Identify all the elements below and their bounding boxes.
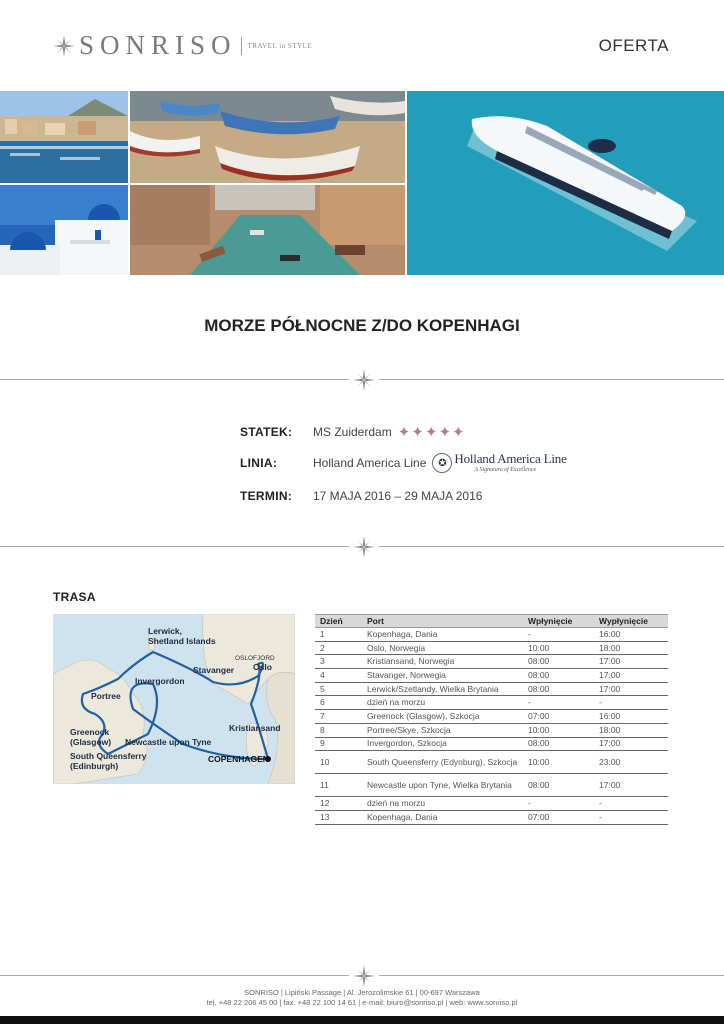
itinerary-table — [315, 614, 668, 825]
cell-port: Greenock (Glasgow), Szkocja — [362, 710, 523, 724]
ship-label: STATEK: — [240, 425, 293, 439]
cell-arrival: 10:00 — [523, 751, 594, 774]
cell-day: 3 — [315, 655, 362, 669]
table-row — [315, 774, 668, 797]
cell-arrival: 07:00 — [523, 810, 594, 824]
cell-port: Lerwick/Szetlandy, Wielka Brytania — [362, 682, 523, 696]
map-label-lerwick: Lerwick, — [148, 626, 183, 636]
cell-arrival: 08:00 — [523, 669, 594, 683]
santorini-church-photo — [0, 185, 128, 275]
cell-day: 6 — [315, 696, 362, 710]
table-row — [315, 696, 668, 710]
cell-departure: - — [594, 696, 668, 710]
cell-departure: 23:00 — [594, 751, 668, 774]
holland-america-logo — [432, 452, 566, 474]
map-label-edinburgh: (Edinburgh) — [70, 761, 119, 771]
brand-name: SONRISO — [79, 30, 237, 60]
cell-port: dzień na morzu — [362, 696, 523, 710]
hal-logo-name: Holland America Line — [454, 451, 567, 466]
hal-logo-tagline: A Signature of Excellence — [474, 467, 537, 473]
map-label-glasgow: (Glasgow) — [70, 737, 112, 747]
map-label-kristiansand: Kristiansand — [229, 723, 281, 733]
cell-day: 13 — [315, 810, 362, 824]
cell-port: dzień na morzu — [362, 797, 523, 811]
brand-tagline: TRAVEL in STYLE — [247, 41, 313, 50]
table-row — [315, 710, 668, 724]
cell-arrival: 08:00 — [523, 774, 594, 797]
cell-departure: - — [594, 810, 668, 824]
star-rating — [398, 423, 466, 441]
table-row — [315, 737, 668, 751]
table-row — [315, 682, 668, 696]
map-label-stavanger: Stavanger — [193, 665, 235, 675]
table-row — [315, 669, 668, 683]
compass-star-icon — [353, 536, 375, 558]
cell-port: Kristiansand, Norwegia — [362, 655, 523, 669]
table-row — [315, 655, 668, 669]
cell-day: 7 — [315, 710, 362, 724]
star-icon: ✦ — [411, 424, 424, 441]
term-label: TERMIN: — [240, 489, 293, 503]
cell-port: Invergordon, Szkocja — [362, 737, 523, 751]
line-value: Holland America Line — [313, 456, 427, 470]
table-header-row — [315, 615, 668, 628]
cell-departure: 17:00 — [594, 774, 668, 797]
cell-departure: 17:00 — [594, 655, 668, 669]
photo-strip — [0, 91, 724, 275]
cell-port: Stavanger, Norwegia — [362, 669, 523, 683]
map-label-oslofjord: OSLOFJORD — [235, 655, 275, 662]
map-label-invergordon: Invergordon — [135, 676, 185, 686]
map-label-portree: Portree — [91, 691, 121, 701]
term-value: 17 MAJA 2016 – 29 MAJA 2016 — [313, 489, 483, 503]
sonriso-logo — [53, 30, 312, 61]
table-row — [315, 723, 668, 737]
footer-address: SONRISO | Lipiński Passage | Al. Jerozolimskie 61 | 00-697 Warszawa — [244, 988, 480, 997]
cell-port: Kopenhaga, Dania — [362, 810, 523, 824]
term-row — [240, 486, 482, 506]
star-icon: ✦ — [438, 424, 452, 441]
cell-day: 5 — [315, 682, 362, 696]
cell-departure: 17:00 — [594, 669, 668, 683]
cell-arrival: 08:00 — [523, 655, 594, 669]
cell-arrival: - — [523, 628, 594, 642]
cell-arrival: 08:00 — [523, 682, 594, 696]
star-icon: ✦ — [452, 424, 465, 441]
document-type: OFERTA — [598, 36, 669, 55]
divider-top — [0, 369, 724, 389]
compass-star-icon — [53, 35, 75, 57]
cell-port: Kopenhaga, Dania — [362, 628, 523, 642]
page-title: MORZE PÓŁNOCNE Z/DO KOPENHAGI — [204, 316, 520, 335]
cell-departure: 18:00 — [594, 723, 668, 737]
fishing-boats-photo — [130, 91, 405, 183]
map-label-oslo: Oslo — [253, 662, 272, 672]
map-label-south-queensferry: South Queensferry — [70, 751, 147, 761]
footer — [0, 988, 724, 1008]
cell-departure: 17:00 — [594, 737, 668, 751]
map-label-greenock: Greenock — [70, 727, 110, 737]
route-heading: TRASA — [53, 590, 96, 604]
column-header-port: Port — [362, 615, 523, 628]
cell-departure: 17:00 — [594, 682, 668, 696]
cell-port: Newcastle upon Tyne, Wielka Brytania — [362, 774, 523, 797]
cruise-ship-photo — [407, 91, 724, 275]
cell-arrival: 07:00 — [523, 710, 594, 724]
star-icon: ✦ — [397, 424, 411, 441]
cell-arrival: 10:00 — [523, 723, 594, 737]
cell-day: 12 — [315, 797, 362, 811]
cell-arrival: - — [523, 797, 594, 811]
bottom-bar — [0, 1016, 724, 1024]
cell-day: 4 — [315, 669, 362, 683]
cell-departure: 16:00 — [594, 628, 668, 642]
cell-departure: 16:00 — [594, 710, 668, 724]
hal-emblem-icon: ✪ — [432, 453, 452, 473]
cell-day: 10 — [315, 751, 362, 774]
logo-separator — [241, 37, 242, 55]
cell-arrival: - — [523, 696, 594, 710]
column-header-day: Dzień — [315, 615, 362, 628]
cell-day: 1 — [315, 628, 362, 642]
column-header-departure: Wypłynięcie — [594, 615, 668, 628]
venice-canal-photo — [130, 185, 405, 275]
cell-port: Portree/Skye, Szkocja — [362, 723, 523, 737]
table-row — [315, 810, 668, 824]
cell-day: 9 — [315, 737, 362, 751]
route-map — [53, 614, 295, 784]
cell-arrival: 10:00 — [523, 641, 594, 655]
cell-port: Oslo, Norwegia — [362, 641, 523, 655]
compass-star-icon — [353, 965, 375, 987]
cell-day: 8 — [315, 723, 362, 737]
compass-star-icon — [353, 369, 375, 391]
line-label: LINIA: — [240, 456, 278, 470]
map-label-newcastle: Newcastle upon Tyne — [125, 737, 212, 747]
column-header-arrival: Wpłynięcie — [523, 615, 594, 628]
table-row — [315, 641, 668, 655]
line-row — [240, 453, 567, 473]
cell-day: 2 — [315, 641, 362, 655]
cell-departure: - — [594, 797, 668, 811]
footer-contact: tel. +48 22 206 45 00 | fax. +48 22 100 14 61 | e-mail: biuro@sonriso.pl | web: www.sonriso.pl — [206, 998, 518, 1007]
cell-arrival: 08:00 — [523, 737, 594, 751]
ship-row — [240, 422, 466, 442]
harbor-town-photo — [0, 91, 128, 183]
map-label-copenhagen: COPENHAGEN — [208, 754, 269, 764]
ship-value: MS Zuiderdam — [313, 425, 392, 439]
cell-departure: 18:00 — [594, 641, 668, 655]
cell-day: 11 — [315, 774, 362, 797]
table-row — [315, 628, 668, 642]
cell-port: South Queensferry (Edynburg), Szkocja — [362, 751, 523, 774]
star-icon: ✦ — [424, 424, 438, 441]
table-row — [315, 751, 668, 774]
divider-middle — [0, 536, 724, 556]
map-label-shetland: Shetland Islands — [148, 636, 216, 646]
table-row — [315, 797, 668, 811]
divider-footer — [0, 965, 724, 985]
